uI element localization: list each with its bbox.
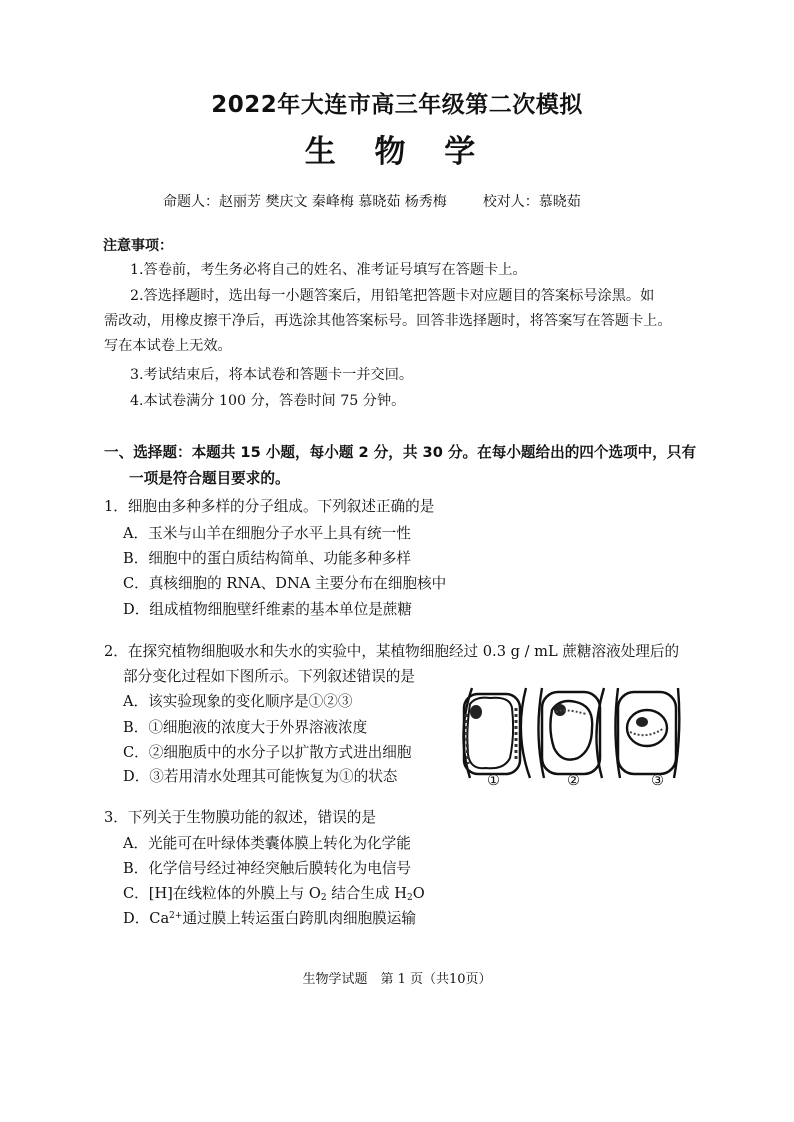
cell-2 [542,692,600,774]
q2-option-c: C．②细胞质中的水分子以扩散方式进出细胞 [123,744,412,761]
author-line [163,191,581,211]
question-3-stem: 3．下列关于生物膜功能的叙述，错误的是 [104,809,376,826]
notice-item: 3.考试结束后，将本试卷和答题卡一并交回。 [130,367,414,383]
q2-option-a: A．该实验现象的变化顺序是①②③ [123,693,353,710]
q1-option-a: A．玉米与山羊在细胞分子水平上具有统一性 [123,525,411,542]
setters: 命题人：赵丽芳 樊庆文 秦峰梅 慕晓茹 杨秀梅 [163,194,447,210]
page-footer: 生物学试题 第 1 页（共10页） [302,972,492,987]
q1-option-b: B．细胞中的蛋白质结构简单、功能多种多样 [123,550,412,567]
notice-item: 4.本试卷满分 100 分，答卷时间 75 分钟。 [130,393,406,409]
question-2-stem-cont: 部分变化过程如下图所示。下列叙述错误的是 [123,668,415,685]
notice-item: 2.答选择题时，选出每一小题答案后，用铅笔把答题卡对应题目的答案标号涂黑。如 [130,288,655,304]
subject-title: 生 物 学 [304,134,490,170]
q2-option-b: B．①细胞液的浓度大于外界溶液浓度 [123,719,368,736]
figure-label-1: ① [487,772,501,789]
q3-option-a: A．光能可在叶绿体类囊体膜上转化为化学能 [123,835,411,852]
q3-option-d: D．$Ca^{2+}$通过膜上转运蛋白跨肌肉细胞膜运输 [123,910,416,927]
question-1-stem: 1．细胞由多种多样的分子组成。下列叙述正确的是 [104,498,435,515]
notice-item: 需改动，用橡皮擦干净后，再选涂其他答案标号。回答非选择题时，将答案写在答题卡上。 [104,313,672,329]
cell-1 [464,694,520,774]
exam-title: 2022年大连市高三年级第二次模拟 [211,92,583,118]
question-2-stem: 2．在探究植物细胞吸水和失水的实验中，某植物细胞经过 0.3 g / mL 蔗糖溶液处理后的 [104,643,680,660]
section-heading: 一、选择题：本题共 15 小题，每小题 2 分，共 30 分。在每小题给出的四个选项中，只有 [104,444,697,461]
proofreader: 校对人：慕晓茹 [482,194,581,210]
notice-heading: 注意事项： [103,238,173,254]
figure-label-3: ③ [651,772,665,789]
notice-item: 写在本试卷上无效。 [104,338,232,354]
notice-item: 1.答卷前，考生务必将自己的姓名、准考证号填写在答题卡上。 [130,262,527,278]
q3-option-c: C．[H]在线粒体的外膜上与 $O_2$ 结合生成 $H_2O$ [123,885,425,903]
q1-option-c: C．真核细胞的 RNA、DNA 主要分布在细胞核中 [123,575,447,592]
q2-option-d: D．③若用清水处理其可能恢复为①的状态 [123,768,398,785]
section-heading-cont: 一项是符合题目要求的。 [129,470,290,487]
cell-3 [618,692,676,774]
figure-label-2: ② [567,772,581,789]
q1-option-d: D．组成植物细胞壁纤维素的基本单位是蔗糖 [123,601,412,618]
q3-option-b: B．化学信号经过神经突触后膜转化为电信号 [123,860,412,877]
